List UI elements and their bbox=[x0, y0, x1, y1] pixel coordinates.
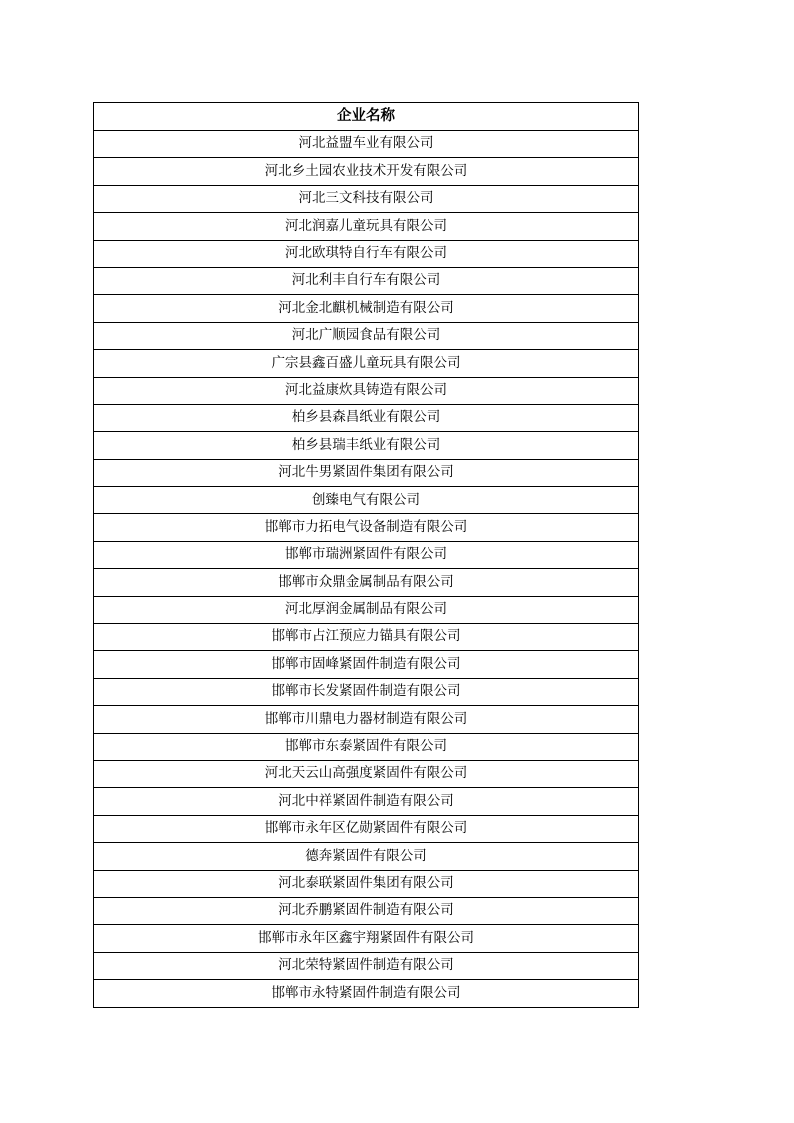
table-row bbox=[94, 815, 639, 842]
company-name-cell: 邯郸市瑞洲紧固件有限公司 bbox=[94, 541, 639, 568]
company-name-cell: 邯郸市永年区鑫宇翔紧固件有限公司 bbox=[94, 925, 639, 952]
table-row bbox=[94, 733, 639, 760]
table-row bbox=[94, 624, 639, 651]
table-header-row bbox=[94, 103, 639, 131]
company-name-cell: 柏乡县森昌纸业有限公司 bbox=[94, 404, 639, 431]
table-row bbox=[94, 788, 639, 815]
table-row bbox=[94, 295, 639, 322]
company-name-cell: 河北厚润金属制品有限公司 bbox=[94, 596, 639, 623]
company-name-cell: 河北泰联紧固件集团有限公司 bbox=[94, 870, 639, 897]
table-row bbox=[94, 487, 639, 514]
table-row bbox=[94, 514, 639, 541]
company-name-cell: 邯郸市永特紧固件制造有限公司 bbox=[94, 980, 639, 1007]
table-row bbox=[94, 404, 639, 431]
company-name-cell: 邯郸市众鼎金属制品有限公司 bbox=[94, 569, 639, 596]
table-row bbox=[94, 322, 639, 349]
company-name-cell: 河北三文科技有限公司 bbox=[94, 185, 639, 212]
table-row bbox=[94, 240, 639, 267]
table-row bbox=[94, 267, 639, 294]
company-name-cell: 邯郸市长发紧固件制造有限公司 bbox=[94, 678, 639, 705]
company-name-cell: 河北天云山高强度紧固件有限公司 bbox=[94, 760, 639, 787]
table-row bbox=[94, 569, 639, 596]
table-row bbox=[94, 541, 639, 568]
table-row bbox=[94, 980, 639, 1007]
column-header-company-name: 企业名称 bbox=[94, 103, 639, 131]
company-name-cell: 河北乡土园农业技术开发有限公司 bbox=[94, 158, 639, 185]
table-row bbox=[94, 843, 639, 870]
table-row bbox=[94, 377, 639, 404]
company-name-cell: 河北广顺园食品有限公司 bbox=[94, 322, 639, 349]
table-row bbox=[94, 350, 639, 377]
table-row bbox=[94, 651, 639, 678]
company-name-cell: 德奔紧固件有限公司 bbox=[94, 843, 639, 870]
company-name-cell: 邯郸市永年区亿勋紧固件有限公司 bbox=[94, 815, 639, 842]
table-row bbox=[94, 432, 639, 459]
company-name-cell: 邯郸市固峰紧固件制造有限公司 bbox=[94, 651, 639, 678]
company-name-cell: 河北中祥紧固件制造有限公司 bbox=[94, 788, 639, 815]
company-name-cell: 河北欧琪特自行车有限公司 bbox=[94, 240, 639, 267]
company-name-cell: 广宗县鑫百盛儿童玩具有限公司 bbox=[94, 350, 639, 377]
table-row bbox=[94, 760, 639, 787]
company-name-cell: 创臻电气有限公司 bbox=[94, 487, 639, 514]
table-row bbox=[94, 596, 639, 623]
table-row bbox=[94, 897, 639, 924]
table-row bbox=[94, 131, 639, 158]
table-row bbox=[94, 185, 639, 212]
table-row bbox=[94, 678, 639, 705]
company-table bbox=[93, 102, 639, 1008]
table-row bbox=[94, 459, 639, 486]
company-name-cell: 河北利丰自行车有限公司 bbox=[94, 267, 639, 294]
company-name-cell: 河北益康炊具铸造有限公司 bbox=[94, 377, 639, 404]
table-row bbox=[94, 925, 639, 952]
company-name-cell: 邯郸市占江预应力锚具有限公司 bbox=[94, 624, 639, 651]
table-row bbox=[94, 213, 639, 240]
company-name-cell: 河北乔鹏紧固件制造有限公司 bbox=[94, 897, 639, 924]
table-row bbox=[94, 870, 639, 897]
company-name-cell: 河北金北麒机械制造有限公司 bbox=[94, 295, 639, 322]
company-name-cell: 河北益盟车业有限公司 bbox=[94, 131, 639, 158]
company-name-cell: 邯郸市东泰紧固件有限公司 bbox=[94, 733, 639, 760]
company-name-cell: 柏乡县瑞丰纸业有限公司 bbox=[94, 432, 639, 459]
company-name-cell: 邯郸市川鼎电力器材制造有限公司 bbox=[94, 706, 639, 733]
company-name-cell: 河北牛男紧固件集团有限公司 bbox=[94, 459, 639, 486]
company-name-cell: 河北荣特紧固件制造有限公司 bbox=[94, 952, 639, 979]
table-row bbox=[94, 952, 639, 979]
table-row bbox=[94, 706, 639, 733]
table-row bbox=[94, 158, 639, 185]
table-body bbox=[94, 131, 639, 1008]
company-name-cell: 河北润嘉儿童玩具有限公司 bbox=[94, 213, 639, 240]
company-name-cell: 邯郸市力拓电气设备制造有限公司 bbox=[94, 514, 639, 541]
